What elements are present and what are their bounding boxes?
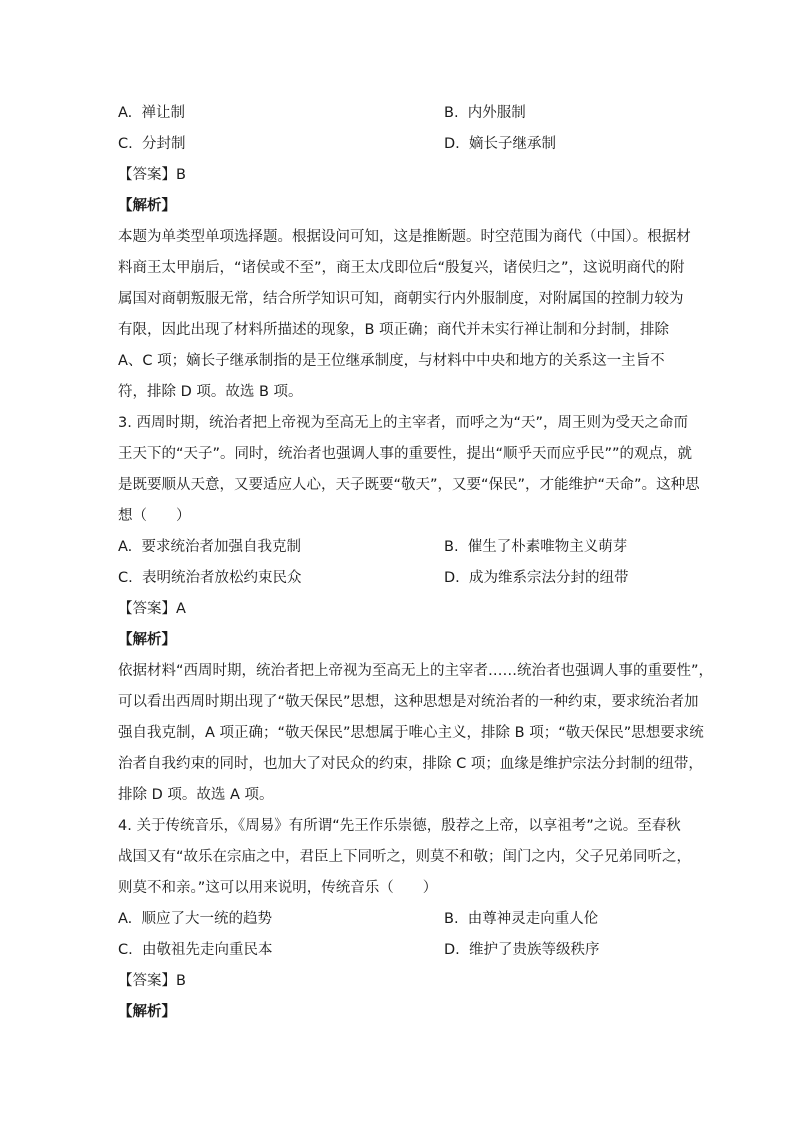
q2-option-c: C. 分封制: [118, 136, 186, 152]
q3-analysis-line: 治者自我约束的同时，也加大了对民众的约束，排除 C 项；血缘是维护宗法分封制的纽带，: [118, 756, 703, 772]
q2-option-a: A. 禅让制: [118, 105, 185, 121]
q4-option-c: C. 由敬祖先走向重民本: [118, 942, 273, 958]
q4-option-a: A. 顺应了大一统的趋势: [118, 911, 272, 927]
q3-stem-line: 想（ ）: [118, 508, 191, 524]
q2-options-row-1: [118, 98, 688, 129]
q3-analysis-line: 依据材料“西周时期，统治者把上帝视为至高无上的主宰者……统治者也强调人事的重要性”，: [118, 663, 714, 679]
q3-options-row-2: [118, 563, 688, 594]
q3-answer: 【答案】A: [118, 601, 186, 617]
q3-stem-line: 是既要顺从天意，又要适应人心，天子既要“敬天”，又要“保民”，才能维护“天命”。这种思: [118, 477, 700, 493]
q4-stem-line: 战国又有“故乐在宗庙之中，君臣上下同听之，则莫不和敬；闺门之内，父子兄弟同听之，: [118, 849, 692, 865]
q2-analysis-line: A、C 项；嫡长子继承制指的是王位继承制度，与材料中中央和地方的关系这一主旨不: [118, 353, 665, 369]
q2-analysis-line: 有限，因此出现了材料所描述的现象，B 项正确；商代并未实行禅让制和分封制，排除: [118, 322, 670, 338]
q2-analysis-line: 符，排除 D 项。故选 B 项。: [118, 384, 303, 400]
q4-answer: 【答案】B: [118, 973, 186, 989]
q2-analysis-heading: 【解析】: [118, 198, 176, 214]
q4-stem-line: 则莫不和亲。”这可以用来说明，传统音乐（ ）: [118, 880, 438, 896]
q4-options-row-2: [118, 935, 688, 966]
q4-options-row-1: [118, 904, 688, 935]
q3-options-row-1: [118, 532, 688, 563]
q2-option-b: B. 内外服制: [444, 105, 526, 121]
q3-option-d: D. 成为维系宗法分封的纽带: [444, 570, 629, 586]
q3-analysis-line: 强自我克制，A 项正确；“敬天保民”思想属于唯心主义，排除 B 项；“敬天保民”思想要求统: [118, 725, 704, 741]
q2-analysis-line: 料商王太甲崩后，“诸侯或不至”，商王太戊即位后“殷复兴，诸侯归之”，这说明商代的附: [118, 260, 685, 276]
q3-stem-line: 王天下的“天子”。同时，统治者也强调人事的重要性，提出“顺乎天而应乎民””的观点，就: [118, 446, 693, 462]
q3-analysis-line: 排除 D 项。故选 A 项。: [118, 787, 274, 803]
q4-option-b: B. 由尊神灵走向重人伦: [444, 911, 599, 927]
q4-analysis-heading: 【解析】: [118, 1004, 176, 1020]
q2-option-d: D. 嫡长子继承制: [444, 136, 556, 152]
q2-answer: 【答案】B: [118, 167, 186, 183]
q2-analysis-line: 本题为单类型单项选择题。根据设问可知，这是推断题。时空范围为商代（中国）。根据材: [118, 229, 691, 245]
q3-option-b: B. 催生了朴素唯物主义萌芽: [444, 539, 628, 555]
q3-option-c: C. 表明统治者放松约束民众: [118, 570, 302, 586]
document-page: [118, 98, 714, 1028]
q3-option-a: A. 要求统治者加强自我克制: [118, 539, 301, 555]
q3-analysis-line: 可以看出西周时期出现了“敬天保民”思想，这种思想是对统治者的一种约束，要求统治者加: [118, 694, 699, 710]
q4-stem-line: 4. 关于传统音乐，《周易》有所谓“先王作乐崇德，殷荐之上帝，以享祖考”之说。至春秋: [118, 818, 681, 834]
q2-analysis-line: 属国对商朝叛服无常，结合所学知识可知，商朝实行内外服制度，对附属国的控制力较为: [118, 291, 684, 307]
q4-option-d: D. 维护了贵族等级秩序: [444, 942, 600, 958]
q2-options-row-2: [118, 129, 688, 160]
q3-stem-line: 3. 西周时期，统治者把上帝视为至高无上的主宰者，而呼之为“天”，周王则为受天之命而: [118, 415, 688, 431]
q3-analysis-heading: 【解析】: [118, 632, 176, 648]
